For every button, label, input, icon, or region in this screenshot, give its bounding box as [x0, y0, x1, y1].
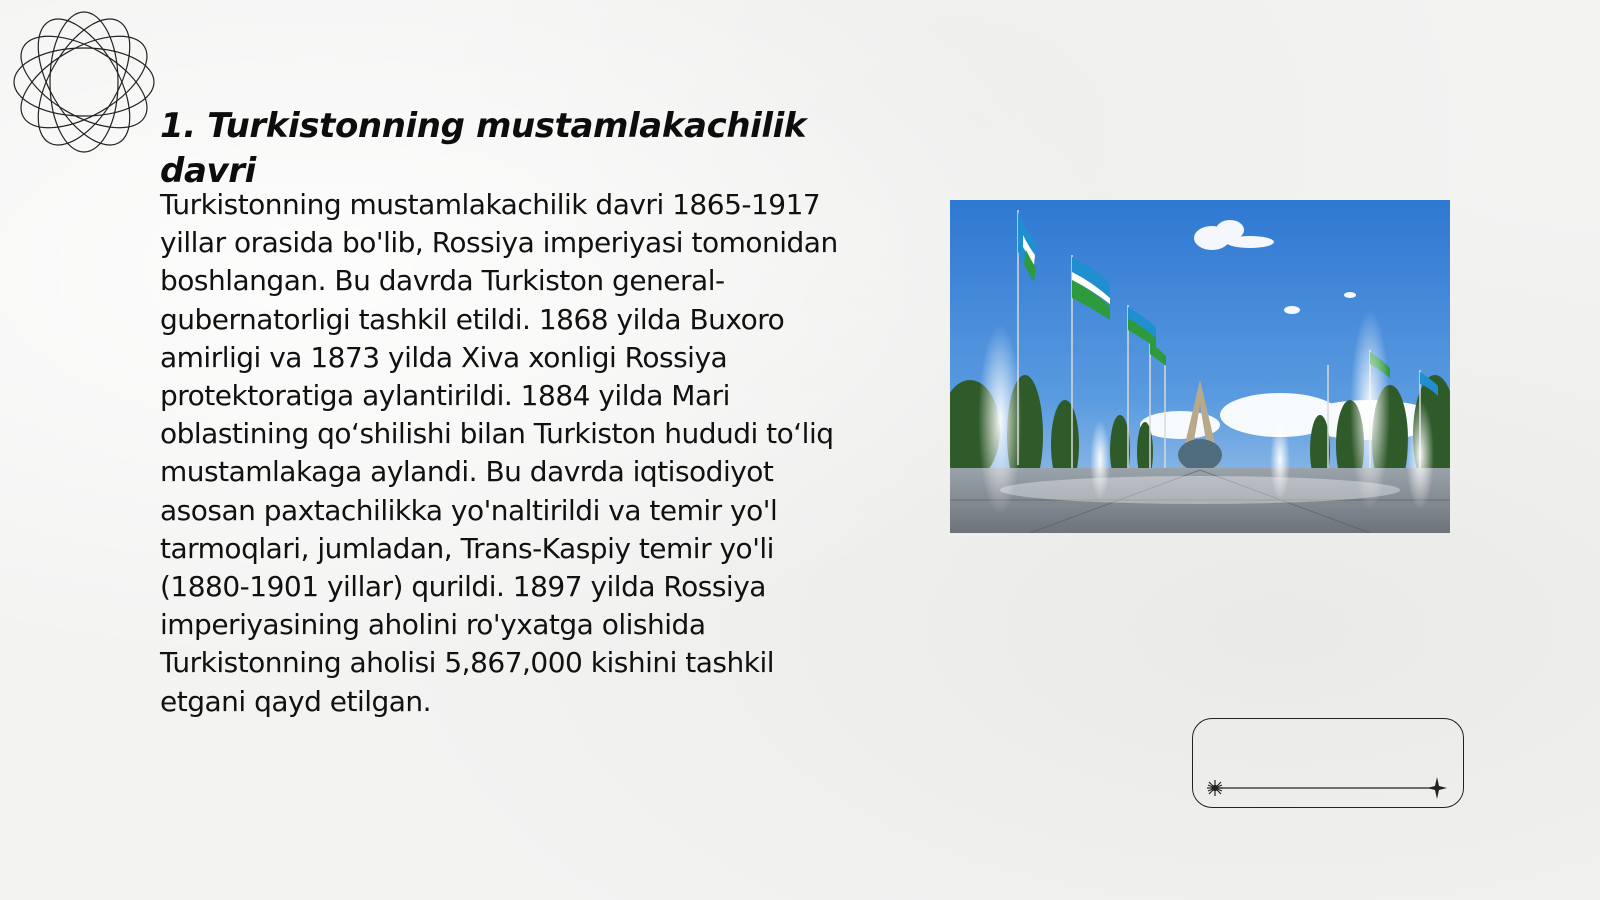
independence-square-photo [950, 200, 1450, 533]
sparkle-star-icon [1427, 777, 1447, 799]
decorative-frame [1192, 718, 1464, 808]
circular-line-ornament-icon [10, 8, 158, 156]
sunburst-icon [1207, 780, 1223, 796]
slide-title: 1. Turkistonning mustamlakachilik davri [160, 106, 807, 191]
slide-body-text: Turkistonning mustamlakachilik davri 1865-1917 yillar orasida bo'lib, Rossiya imperiyasi tomonidan boshlangan. Bu davrda Turkiston general-gubernatorligi tashkil etildi. 1868 yilda Buxoro amirligi va 1873 yilda Xiva xonligi Rossiya protektoratiga aylantirildi. 1884 yilda Mari oblastining qo‘shilishi bilan Turkiston hududi to‘liq mustamlakaga aylandi. Bu davrda iqtisodiyot asosan paxtachilikka yo'naltirildi va temir yo'l tarmoqlari, jumladan, Trans-Kaspiy temir yo'li (1880-1901 yillar) qurildi. 1897 yilda Rossiya imperiyasining aholini ro'yxatga olishida Turkistonning aholisi 5,867,000 kishini tashkil etgani qayd etilgan. [160, 188, 838, 718]
